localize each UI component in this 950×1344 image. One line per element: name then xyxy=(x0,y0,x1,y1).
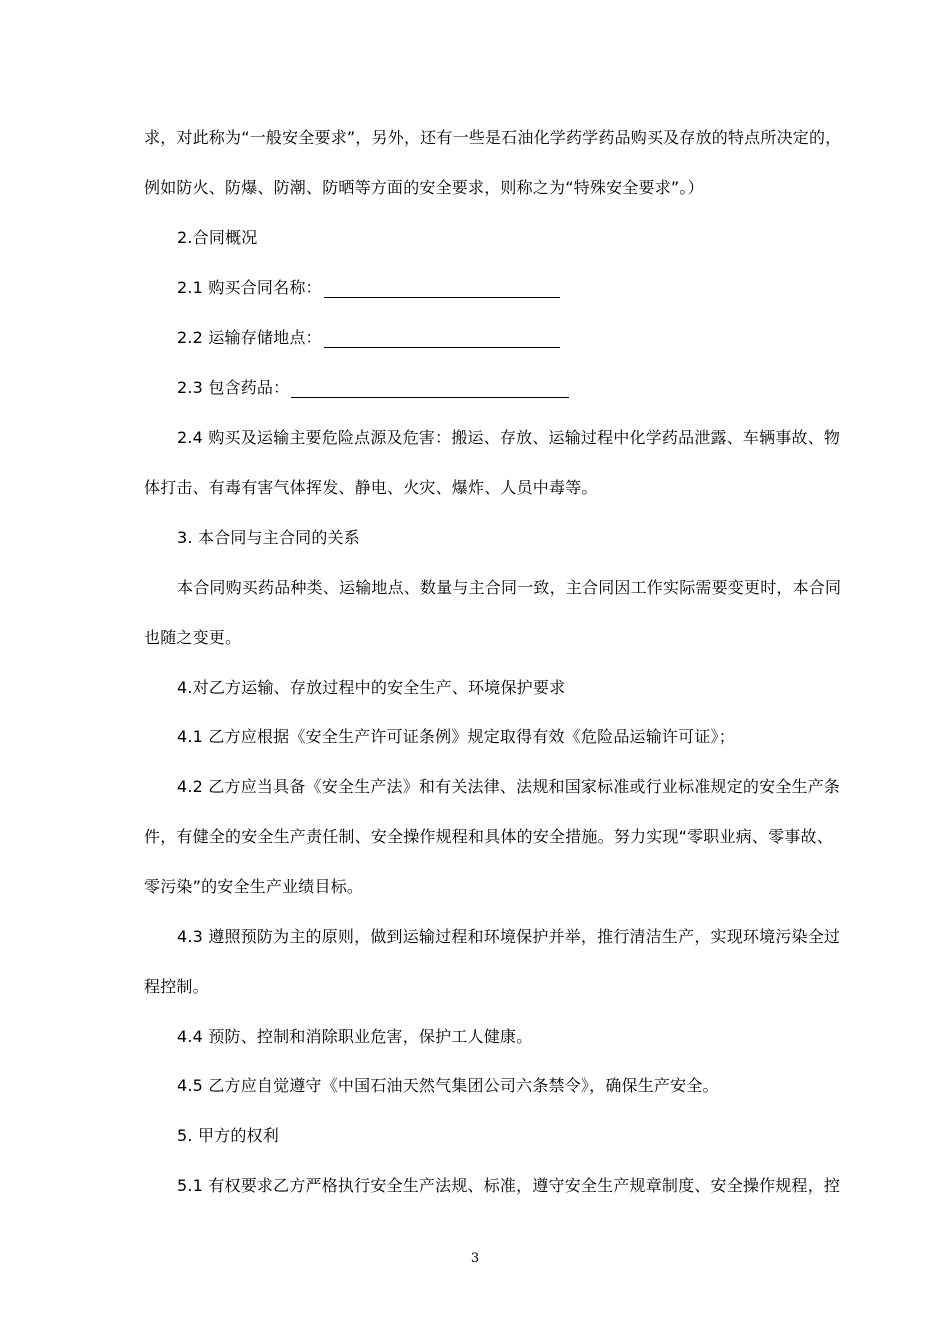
paragraph-4-1: 4.1 乙方应根据《安全生产许可证条例》规定取得有效《危险品运输许可证》； xyxy=(177,727,735,746)
section-heading-2: 2.合同概况 xyxy=(177,228,258,247)
field-included-drugs-label: 2.3 包含药品： xyxy=(177,378,290,397)
paragraph-intro-line-1: 求，对此称为“一般安全要求”，另外，还有一些是石油化学药学药品购买及存放的特点所决定的， xyxy=(144,128,842,147)
page-number: 3 xyxy=(470,1251,480,1266)
paragraph-4-3-line-2: 程控制。 xyxy=(144,977,209,996)
paragraph-4-3-line-1: 4.3 遵照预防为主的原则，做到运输过程和环境保护并举，推行清洁生产，实现环境污染全过 xyxy=(177,927,841,946)
contract-name-blank[interactable] xyxy=(324,279,560,298)
paragraph-3-line-2: 也随之变更。 xyxy=(144,628,242,647)
paragraph-2-4-line-2: 体打击、有毒有害气体挥发、静电、火灾、爆炸、人员中毒等。 xyxy=(144,478,598,497)
paragraph-4-2-line-2: 件，有健全的安全生产责任制、安全操作规程和具体的安全措施。努力实现“零职业病、零事故、 xyxy=(144,827,833,846)
section-heading-3: 3. 本合同与主合同的关系 xyxy=(177,528,360,547)
included-drugs-blank[interactable] xyxy=(291,379,569,398)
field-included-drugs xyxy=(177,378,867,398)
storage-location-blank[interactable] xyxy=(324,329,560,348)
paragraph-4-2-line-3: 零污染”的安全生产业绩目标。 xyxy=(144,877,364,896)
field-contract-name xyxy=(177,278,867,298)
section-heading-4: 4.对乙方运输、存放过程中的安全生产、环境保护要求 xyxy=(177,678,566,697)
section-heading-5: 5. 甲方的权利 xyxy=(177,1126,279,1145)
paragraph-4-2-line-1: 4.2 乙方应当具备《安全生产法》和有关法律、法规和国家标准或行业标准规定的安全生产条 xyxy=(177,777,841,796)
paragraph-2-4-line-1: 2.4 购买及运输主要危险点源及危害：搬运、存放、运输过程中化学药品泄露、车辆事故、物 xyxy=(177,428,841,447)
paragraph-4-4: 4.4 预防、控制和消除职业危害，保护工人健康。 xyxy=(177,1027,533,1046)
paragraph-intro-line-2: 例如防火、防爆、防潮、防晒等方面的安全要求，则称之为“特殊安全要求”。） xyxy=(144,178,704,197)
field-contract-name-label: 2.1 购买合同名称： xyxy=(177,278,322,297)
paragraph-4-5: 4.5 乙方应自觉遵守《中国石油天然气集团公司六条禁令》，确保生产安全。 xyxy=(177,1076,719,1095)
field-storage-location xyxy=(177,328,867,348)
field-storage-location-label: 2.2 运输存储地点： xyxy=(177,328,322,347)
paragraph-3-line-1: 本合同购买药品种类、运输地点、数量与主合同一致，主合同因工作实际需要变更时，本合同 xyxy=(177,578,842,597)
paragraph-5-1-line-1: 5.1 有权要求乙方严格执行安全生产法规、标准，遵守安全生产规章制度、安全操作规程，控 xyxy=(177,1176,841,1195)
